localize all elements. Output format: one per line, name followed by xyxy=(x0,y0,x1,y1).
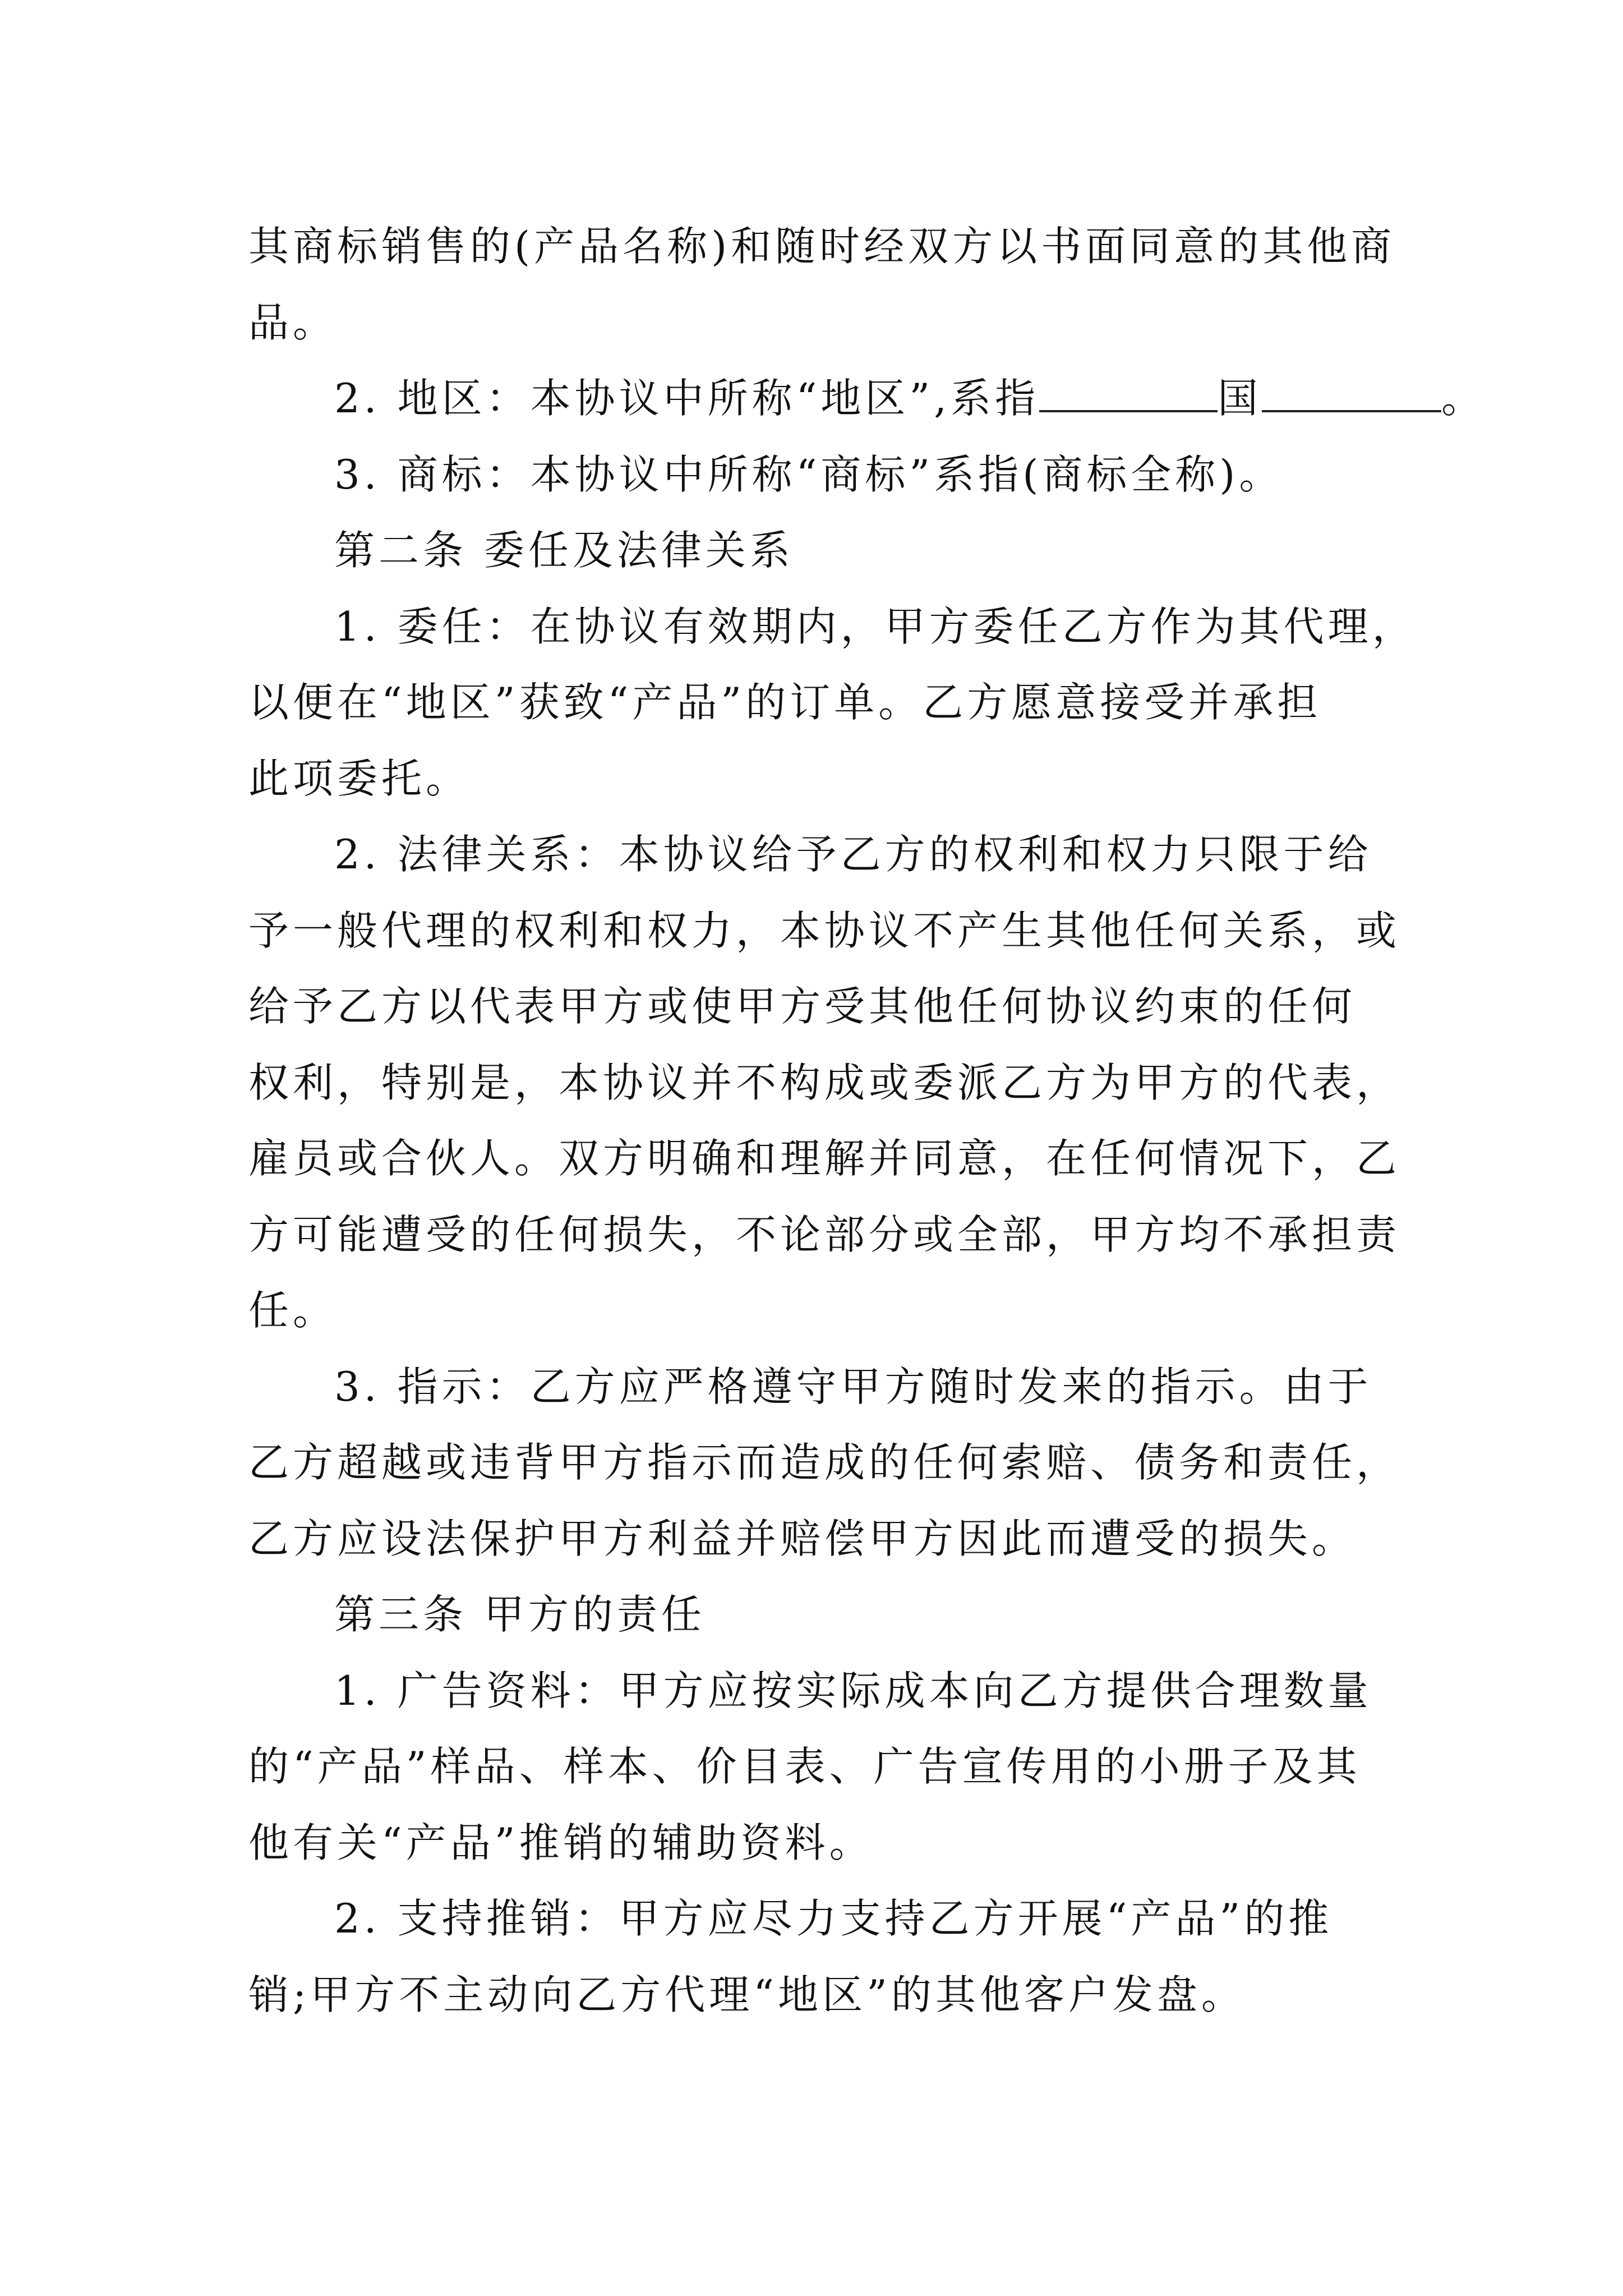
text-line: 给予乙方以代表甲方或使甲方受其他任何协议约束的任何 xyxy=(248,983,1357,1030)
text-line: 权利，特别是，本协议并不构成或委派乙方为甲方的代表， xyxy=(248,1059,1401,1106)
text-line: 2. 法律关系：本协议给予乙方的权利和权力只限于给 xyxy=(334,831,1372,878)
text-line: 以便在“地区”获致“产品”的订单。乙方愿意接受并承担 xyxy=(248,679,1322,726)
section-heading-article-3: 第三条 甲方的责任 xyxy=(334,1591,706,1638)
trademark-definition-line: 3. 商标：本协议中所称“商标”系指(商标全称)。 xyxy=(334,450,1284,498)
country-blank-field[interactable] xyxy=(1039,375,1218,412)
text-line: 乙方超越或违背甲方指示而造成的任何索赔、债务和责任， xyxy=(248,1439,1401,1486)
text-line: 予一般代理的权利和权力，本协议不产生其他任何关系，或 xyxy=(248,907,1401,954)
text-line: 方可能遭受的任何损失，不论部分或全部，甲方均不承担责 xyxy=(248,1211,1401,1258)
text-line: 的“产品”样品、样本、价目表、广告宣传用的小册子及其 xyxy=(248,1743,1361,1790)
region-middle: 国 xyxy=(1218,375,1262,422)
text-line: 其商标销售的(产品名称)和随时经双方以书面同意的其他商 xyxy=(248,223,1396,270)
text-line: 1. 广告资料：甲方应按实际成本向乙方提供合理数量 xyxy=(334,1667,1372,1714)
text-line: 他有关“产品”推销的辅助资料。 xyxy=(248,1819,874,1866)
text-line: 此项委托。 xyxy=(248,754,471,802)
text-line: 品。 xyxy=(248,298,338,346)
text-line: 销;甲方不主动向乙方代理“地区”的其他客户发盘。 xyxy=(248,1971,1246,2018)
section-heading-article-2: 第二条 委任及法律关系 xyxy=(334,527,794,574)
document-body xyxy=(248,209,1486,2033)
text-line: 2. 支持推销：甲方应尽力支持乙方开展“产品”的推 xyxy=(334,1895,1333,1942)
region-prefix: 2. 地区：本协议中所称“地区”,系指 xyxy=(334,375,1040,422)
region-definition-line xyxy=(248,361,1486,437)
text-line: 1. 委任：在协议有效期内，甲方委任乙方作为其代理， xyxy=(334,602,1417,650)
text-line: 3. 指示：乙方应严格遵守甲方随时发来的指示。由于 xyxy=(334,1363,1372,1410)
text-line: 雇员或合伙人。双方明确和理解并同意，在任何情况下，乙 xyxy=(248,1135,1401,1182)
text-line: 乙方应设法保护甲方利益并赔偿甲方因此而遭受的损失。 xyxy=(248,1515,1357,1562)
region-suffix: 。 xyxy=(1441,375,1486,422)
text-line: 任。 xyxy=(248,1287,338,1334)
area-blank-field[interactable] xyxy=(1262,375,1441,412)
